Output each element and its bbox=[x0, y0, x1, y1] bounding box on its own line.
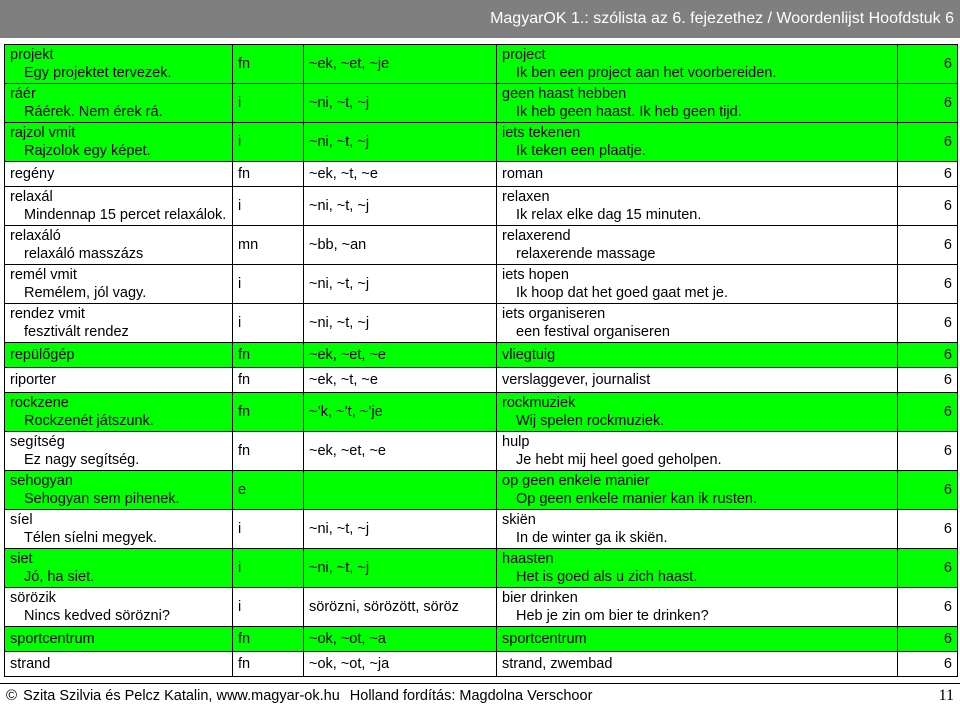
dutch-cell bbox=[497, 471, 898, 510]
hungarian-word: segítség bbox=[10, 434, 65, 450]
hungarian-word: sportcentrum bbox=[10, 631, 95, 647]
dutch-example: Het is goed als u zich haast. bbox=[516, 569, 698, 585]
pos-cell bbox=[233, 627, 304, 652]
dutch-cell bbox=[497, 432, 898, 471]
dutch-translation: hulp bbox=[502, 434, 530, 450]
word-forms: ~ek, ~t, ~e bbox=[309, 372, 378, 388]
chapter-cell bbox=[898, 265, 958, 304]
table-row bbox=[5, 471, 958, 510]
chapter-cell bbox=[898, 343, 958, 368]
hungarian-cell bbox=[5, 45, 233, 84]
chapter-number: 6 bbox=[943, 95, 952, 111]
chapter-number: 6 bbox=[943, 134, 952, 150]
hungarian-word: sörözik bbox=[10, 590, 56, 606]
word-forms: ~bb, ~an bbox=[309, 237, 367, 253]
hungarian-example: Ez nagy segítség. bbox=[24, 452, 140, 468]
hungarian-word: relaxál bbox=[10, 189, 53, 205]
dutch-translation: relaxen bbox=[502, 189, 550, 205]
table-row bbox=[5, 84, 958, 123]
page-footer bbox=[0, 683, 960, 707]
hungarian-cell bbox=[5, 226, 233, 265]
forms-cell bbox=[304, 265, 497, 304]
pos-cell bbox=[233, 471, 304, 510]
pos-cell bbox=[233, 510, 304, 549]
table-row bbox=[5, 187, 958, 226]
chapter-number: 6 bbox=[943, 443, 952, 459]
pos-cell bbox=[233, 343, 304, 368]
dutch-cell bbox=[497, 84, 898, 123]
dutch-example: Ik teken een plaatje. bbox=[516, 143, 646, 159]
hungarian-example: Remélem, jól vagy. bbox=[24, 285, 147, 301]
page-number: 11 bbox=[938, 686, 954, 704]
chapter-number: 6 bbox=[943, 166, 952, 182]
word-forms: ~ek, ~et, ~je bbox=[309, 56, 390, 72]
part-of-speech: i bbox=[238, 315, 242, 331]
part-of-speech: fn bbox=[238, 347, 251, 363]
chapter-cell bbox=[898, 45, 958, 84]
forms-cell bbox=[304, 123, 497, 162]
forms-cell bbox=[304, 627, 497, 652]
chapter-number: 6 bbox=[943, 347, 952, 363]
hungarian-cell bbox=[5, 549, 233, 588]
dutch-example: Je hebt mij heel goed geholpen. bbox=[516, 452, 722, 468]
word-forms: ~ek, ~t, ~e bbox=[309, 166, 378, 182]
pos-cell bbox=[233, 226, 304, 265]
pos-cell bbox=[233, 265, 304, 304]
forms-cell bbox=[304, 343, 497, 368]
pos-cell bbox=[233, 432, 304, 471]
hungarian-example: Rajzolok egy képet. bbox=[24, 143, 151, 159]
part-of-speech: i bbox=[238, 134, 242, 150]
hungarian-word: relaxáló bbox=[10, 228, 61, 244]
pos-cell bbox=[233, 368, 304, 393]
chapter-cell bbox=[898, 368, 958, 393]
hungarian-cell bbox=[5, 187, 233, 226]
table-row bbox=[5, 304, 958, 343]
word-forms: ~ni, ~t, ~j bbox=[309, 521, 370, 537]
hungarian-cell bbox=[5, 265, 233, 304]
table-row bbox=[5, 368, 958, 393]
dutch-translation: strand, zwembad bbox=[502, 656, 613, 672]
part-of-speech: fn bbox=[238, 404, 251, 420]
hungarian-word: riporter bbox=[10, 372, 56, 388]
chapter-cell bbox=[898, 510, 958, 549]
word-forms: ~ni, ~t, ~j bbox=[309, 134, 370, 150]
part-of-speech: fn bbox=[238, 56, 251, 72]
dutch-cell bbox=[497, 588, 898, 627]
part-of-speech: i bbox=[238, 521, 242, 537]
dutch-cell bbox=[497, 123, 898, 162]
table-row bbox=[5, 162, 958, 187]
table-row bbox=[5, 226, 958, 265]
hungarian-cell bbox=[5, 588, 233, 627]
part-of-speech: fn bbox=[238, 656, 251, 672]
hungarian-example: Jó, ha siet. bbox=[24, 569, 95, 585]
word-forms: ~ni, ~t, ~j bbox=[309, 315, 370, 331]
dutch-translation: roman bbox=[502, 166, 544, 182]
chapter-cell bbox=[898, 123, 958, 162]
dutch-example: Ik heb geen haast. Ik heb geen tijd. bbox=[516, 104, 742, 120]
chapter-number: 6 bbox=[943, 656, 952, 672]
hungarian-example: Rockzenét játszunk. bbox=[24, 413, 154, 429]
part-of-speech: fn bbox=[238, 372, 251, 388]
hungarian-cell bbox=[5, 627, 233, 652]
table-row bbox=[5, 393, 958, 432]
footer-credit-authors: Szita Szilvia és Pelcz Katalin, www.magyar-ok.hu bbox=[23, 687, 340, 704]
hungarian-word: ráér bbox=[10, 86, 36, 102]
chapter-number: 6 bbox=[943, 599, 952, 615]
word-forms: ~ok, ~ot, ~ja bbox=[309, 656, 390, 672]
part-of-speech: fn bbox=[238, 631, 251, 647]
dutch-example: relaxerende massage bbox=[516, 246, 656, 262]
hungarian-word: sehogyan bbox=[10, 473, 73, 489]
chapter-number: 6 bbox=[943, 276, 952, 292]
hungarian-example: Nincs kedved sörözni? bbox=[24, 608, 170, 624]
chapter-number: 6 bbox=[943, 198, 952, 214]
part-of-speech: i bbox=[238, 95, 242, 111]
dutch-translation: bier drinken bbox=[502, 590, 578, 606]
forms-cell bbox=[304, 432, 497, 471]
part-of-speech: mn bbox=[238, 237, 259, 253]
chapter-cell bbox=[898, 627, 958, 652]
hungarian-example: Ráérek. Nem érek rá. bbox=[24, 104, 163, 120]
hungarian-word: siet bbox=[10, 551, 33, 567]
table-row bbox=[5, 510, 958, 549]
table-row bbox=[5, 265, 958, 304]
part-of-speech: i bbox=[238, 198, 242, 214]
chapter-cell bbox=[898, 652, 958, 677]
pos-cell bbox=[233, 652, 304, 677]
dutch-translation: rockmuziek bbox=[502, 395, 576, 411]
forms-cell bbox=[304, 45, 497, 84]
hungarian-word: rajzol vmit bbox=[10, 125, 76, 141]
pos-cell bbox=[233, 549, 304, 588]
hungarian-word: síel bbox=[10, 512, 33, 528]
chapter-cell bbox=[898, 432, 958, 471]
dutch-example: een festival organiseren bbox=[516, 324, 670, 340]
dutch-example: Heb je zin om bier te drinken? bbox=[516, 608, 709, 624]
table-row bbox=[5, 588, 958, 627]
hungarian-example: relaxáló masszázs bbox=[24, 246, 144, 262]
forms-cell bbox=[304, 368, 497, 393]
hungarian-cell bbox=[5, 84, 233, 123]
pos-cell bbox=[233, 123, 304, 162]
dutch-translation: skiën bbox=[502, 512, 536, 528]
hungarian-word: repülőgép bbox=[10, 347, 75, 363]
dutch-example: Ik hoop dat het goed gaat met je. bbox=[516, 285, 729, 301]
chapter-cell bbox=[898, 187, 958, 226]
hungarian-word: rockzene bbox=[10, 395, 69, 411]
forms-cell bbox=[304, 393, 497, 432]
table-row bbox=[5, 343, 958, 368]
word-forms: ~ek, ~et, ~e bbox=[309, 347, 386, 363]
word-forms: ~ok, ~ot, ~a bbox=[309, 631, 386, 647]
word-forms: ~ni, ~t, ~j bbox=[309, 276, 370, 292]
dutch-translation: vliegtuig bbox=[502, 347, 556, 363]
chapter-cell bbox=[898, 304, 958, 343]
dutch-cell bbox=[497, 45, 898, 84]
chapter-cell bbox=[898, 393, 958, 432]
vocabulary-table-body bbox=[5, 45, 958, 677]
pos-cell bbox=[233, 162, 304, 187]
forms-cell bbox=[304, 652, 497, 677]
chapter-number: 6 bbox=[943, 56, 952, 72]
chapter-number: 6 bbox=[943, 372, 952, 388]
hungarian-word: projekt bbox=[10, 47, 54, 63]
dutch-translation: haasten bbox=[502, 551, 554, 567]
chapter-number: 6 bbox=[943, 631, 952, 647]
dutch-translation: op geen enkele manier bbox=[502, 473, 650, 489]
part-of-speech: i bbox=[238, 276, 242, 292]
hungarian-word: remél vmit bbox=[10, 267, 77, 283]
dutch-example: Wij spelen rockmuziek. bbox=[516, 413, 665, 429]
forms-cell bbox=[304, 588, 497, 627]
chapter-number: 6 bbox=[943, 315, 952, 331]
dutch-translation: sportcentrum bbox=[502, 631, 587, 647]
forms-cell bbox=[304, 84, 497, 123]
forms-cell bbox=[304, 187, 497, 226]
dutch-cell bbox=[497, 226, 898, 265]
pos-cell bbox=[233, 45, 304, 84]
dutch-translation: project bbox=[502, 47, 546, 63]
forms-cell bbox=[304, 304, 497, 343]
table-row bbox=[5, 123, 958, 162]
pos-cell bbox=[233, 84, 304, 123]
copyright-icon: © bbox=[6, 687, 18, 704]
dutch-cell bbox=[497, 627, 898, 652]
hungarian-cell bbox=[5, 432, 233, 471]
chapter-number: 6 bbox=[943, 404, 952, 420]
pos-cell bbox=[233, 187, 304, 226]
dutch-cell bbox=[497, 162, 898, 187]
chapter-number: 6 bbox=[943, 521, 952, 537]
dutch-cell bbox=[497, 187, 898, 226]
dutch-cell bbox=[497, 368, 898, 393]
dutch-cell bbox=[497, 304, 898, 343]
hungarian-cell bbox=[5, 510, 233, 549]
chapter-cell bbox=[898, 588, 958, 627]
chapter-cell bbox=[898, 84, 958, 123]
word-forms: sörözni, sörözött, söröz bbox=[309, 599, 459, 615]
hungarian-word: regény bbox=[10, 166, 55, 182]
pos-cell bbox=[233, 393, 304, 432]
hungarian-cell bbox=[5, 471, 233, 510]
dutch-cell bbox=[497, 343, 898, 368]
hungarian-example: Egy projektet tervezek. bbox=[24, 65, 172, 81]
hungarian-word: rendez vmit bbox=[10, 306, 85, 322]
page-header bbox=[0, 0, 960, 38]
hungarian-cell bbox=[5, 368, 233, 393]
chapter-cell bbox=[898, 471, 958, 510]
hungarian-cell bbox=[5, 304, 233, 343]
hungarian-example: Mindennap 15 percet relaxálok. bbox=[24, 207, 227, 223]
table-row bbox=[5, 627, 958, 652]
dutch-translation: relaxerend bbox=[502, 228, 571, 244]
chapter-cell bbox=[898, 162, 958, 187]
table-row bbox=[5, 45, 958, 84]
forms-cell bbox=[304, 510, 497, 549]
footer-credit-translation: Holland fordítás: Magdolna Verschoor bbox=[349, 687, 593, 704]
hungarian-cell bbox=[5, 123, 233, 162]
part-of-speech: fn bbox=[238, 443, 251, 459]
forms-cell bbox=[304, 162, 497, 187]
dutch-cell bbox=[497, 265, 898, 304]
dutch-cell bbox=[497, 393, 898, 432]
chapter-number: 6 bbox=[943, 237, 952, 253]
part-of-speech: i bbox=[238, 599, 242, 615]
forms-cell bbox=[304, 549, 497, 588]
dutch-translation: iets organiseren bbox=[502, 306, 606, 322]
chapter-cell bbox=[898, 549, 958, 588]
hungarian-word: strand bbox=[10, 656, 51, 672]
table-row bbox=[5, 652, 958, 677]
dutch-cell bbox=[497, 510, 898, 549]
forms-cell bbox=[304, 471, 497, 510]
dutch-cell bbox=[497, 549, 898, 588]
word-forms: ~ek, ~et, ~e bbox=[309, 443, 386, 459]
chapter-number: 6 bbox=[943, 482, 952, 498]
forms-cell bbox=[304, 226, 497, 265]
page-title: MagyarOK 1.: szólista az 6. fejezethez / Woordenlijst Hoofdstuk 6 bbox=[490, 10, 954, 27]
chapter-number: 6 bbox=[943, 560, 952, 576]
hungarian-cell bbox=[5, 393, 233, 432]
dutch-example: Ik ben een project aan het voorbereiden. bbox=[516, 65, 777, 81]
table-row bbox=[5, 549, 958, 588]
dutch-translation: verslaggever, journalist bbox=[502, 372, 651, 388]
hungarian-example: Sehogyan sem pihenek. bbox=[24, 491, 180, 507]
part-of-speech: fn bbox=[238, 166, 251, 182]
dutch-example: Op geen enkele manier kan ik rusten. bbox=[516, 491, 757, 507]
part-of-speech: e bbox=[238, 482, 247, 498]
hungarian-example: fesztivált rendez bbox=[24, 324, 129, 340]
dutch-example: In de winter ga ik skiën. bbox=[516, 530, 668, 546]
dutch-translation: iets tekenen bbox=[502, 125, 581, 141]
pos-cell bbox=[233, 588, 304, 627]
table-row bbox=[5, 432, 958, 471]
dutch-translation: iets hopen bbox=[502, 267, 569, 283]
hungarian-cell bbox=[5, 162, 233, 187]
vocabulary-table bbox=[4, 44, 958, 677]
dutch-example: Ik relax elke dag 15 minuten. bbox=[516, 207, 702, 223]
pos-cell bbox=[233, 304, 304, 343]
dutch-translation: geen haast hebben bbox=[502, 86, 627, 102]
word-forms: ~’k, ~’t, ~’je bbox=[309, 404, 383, 420]
word-forms: ~ni, ~t, ~j bbox=[309, 560, 370, 576]
dutch-cell bbox=[497, 652, 898, 677]
word-forms: ~ni, ~t, ~j bbox=[309, 198, 370, 214]
word-forms: ~ni, ~t, ~j bbox=[309, 95, 370, 111]
hungarian-example: Télen síelni megyek. bbox=[24, 530, 157, 546]
part-of-speech: i bbox=[238, 560, 242, 576]
hungarian-cell bbox=[5, 652, 233, 677]
chapter-cell bbox=[898, 226, 958, 265]
hungarian-cell bbox=[5, 343, 233, 368]
